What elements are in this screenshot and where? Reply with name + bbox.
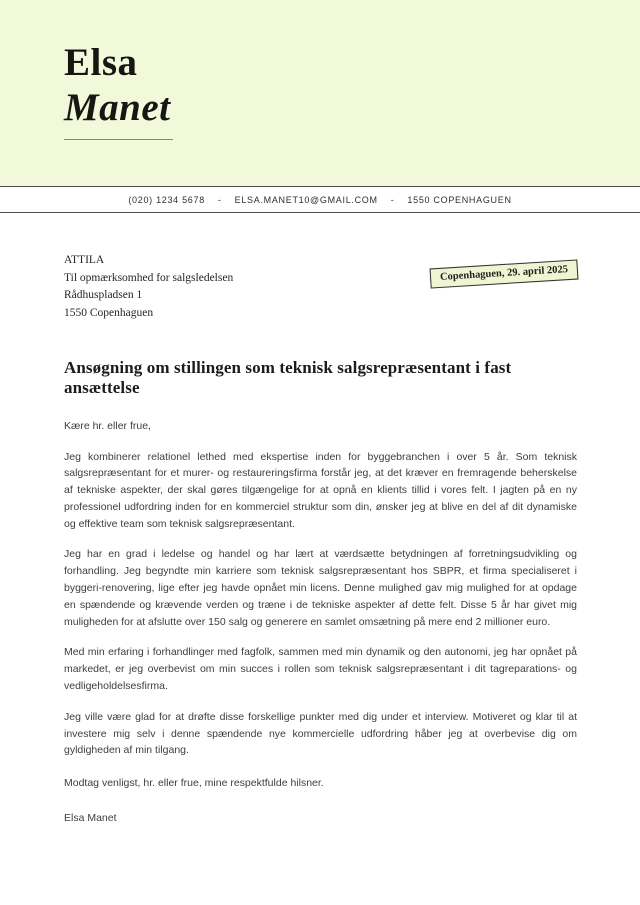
applicant-name [64,40,173,140]
contact-bar [0,186,640,213]
letter-subject: Ansøgning om stillingen som teknisk salgsrepræsentant i fast ansættelse [64,358,512,397]
contact-phone: (020) 1234 5678 [128,194,205,205]
body-paragraph: Jeg kombinerer relationel lethed med ekspertise inden for byggebranchen i over 5 år. Som teknisk salgsrepræsentant for et murer- og restaureringsfirma forstår jeg, at det kræver en fremragende beherskelse af tekniske aspekter, der skal gøres tilgængelige for at opnå en klients tillid i vores felt. I jagten på en ny professionel udfordring inden for en kommerciel struktur som din, ønsker jeg at blive en del af dit dynamiske og effektive team som teknisk salgsrepræsentant. [64,450,577,530]
applicant-first-name: Elsa [64,41,138,84]
salutation: Kære hr. eller frue, [64,420,151,432]
contact-separator: - [390,194,395,205]
contact-separator: - [217,194,222,205]
contact-email: ELSA.MANET10@GMAIL.COM [234,194,378,205]
signature: Elsa Manet [64,811,117,824]
recipient-attention: Til opmærksomhed for salgsledelsen [64,271,234,284]
body-paragraph: Jeg har en grad i ledelse og handel og har lært at værdsætte betydningen af forretningsudvikling og forhandling. Jeg begyndte min karriere som teknisk salgsrepræsentant hos SBPR, et firma specialiseret i byggeri-renovering, lige efter jeg havde opnået min licens. Denne mulighed gav mig mulighed for at opdage en spændende og krævende verden og træne i de tekniske aspekter af dette felt. Disse 5 år har givet mig muligheden for at afslutte over 150 salg og generere en samlet omsætning på mere end 2 millioner euro. [64,548,577,628]
contact-location: 1550 COPENHAGUEN [407,194,512,205]
recipient-city: 1550 Copenhaguen [64,306,154,319]
recipient-company: ATTILA [64,254,105,266]
letter-content [0,213,640,826]
body-paragraph: Med min erfaring i forhandlinger med fagfolk, sammen med min dynamik og den autonomi, jeg har opnået på markedet, er jeg overbevist om min succes i rollen som teknisk salgsrepræsentant i dit tagreparations- og vedligeholdelsesfirma. [64,646,577,693]
recipient-block [64,252,577,322]
recipient-street: Rådhuspladsen 1 [64,289,143,301]
letterhead [0,0,640,186]
closing-line: Modtag venligst, hr. eller frue, mine respektfulde hilsner. [64,777,324,790]
applicant-last-name: Manet [64,86,171,129]
date-stamp: Copenhaguen, 29. april 2025 [429,259,578,288]
body-paragraph: Jeg ville være glad for at drøfte disse forskellige punkter med dig under et interview. Motiveret og klar til at investere mig selv i denne spændende nye kommercielle udfordring håber jeg at overbevise dig om gyldigheden af min tilgang. [64,710,577,757]
